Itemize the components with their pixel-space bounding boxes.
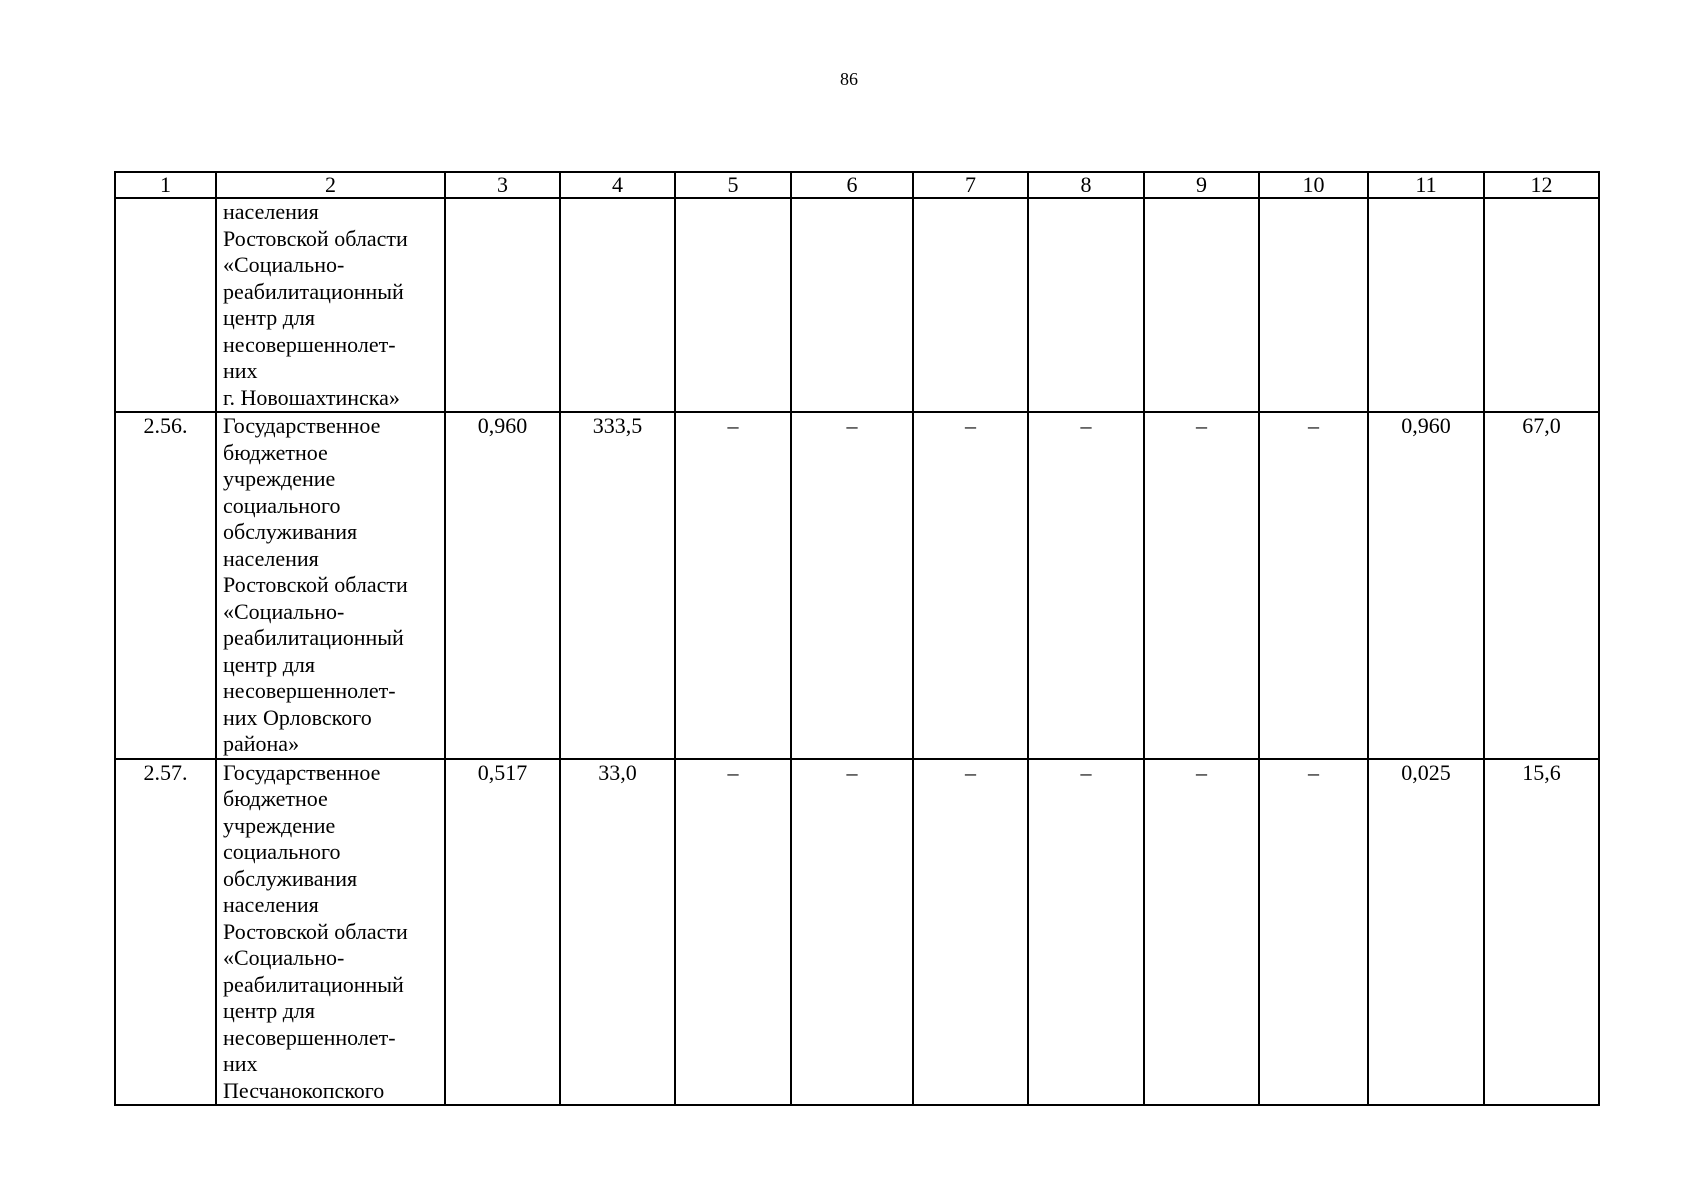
column-header: 4	[560, 172, 675, 198]
table-header-row	[115, 172, 1599, 198]
value-cell: –	[1144, 412, 1259, 759]
value-cell	[791, 198, 913, 412]
page-number: 86	[840, 69, 858, 89]
value-cell: –	[1144, 759, 1259, 1106]
name-line: «Социально-	[223, 945, 345, 970]
value-cell	[445, 198, 560, 412]
value-cell: –	[675, 412, 791, 759]
name-line: бюджетное	[223, 786, 328, 811]
institution-name-cell	[216, 759, 445, 1106]
name-line: них Орловского	[223, 704, 372, 730]
value-cell	[675, 198, 791, 412]
table-row	[115, 759, 1599, 1106]
name-line: реабилитационный	[223, 278, 404, 304]
column-header: 9	[1144, 172, 1259, 198]
value-cell: 0,960	[1368, 412, 1484, 759]
name-line: несовершеннолет-	[223, 331, 396, 357]
name-line: г. Новошахтинска»	[223, 384, 400, 410]
name-line: населения	[223, 545, 319, 571]
name-line: района»	[223, 731, 300, 756]
column-header: 5	[675, 172, 791, 198]
name-line: населения	[223, 199, 319, 224]
name-line: учреждение	[223, 466, 336, 491]
name-line: Ростовской области	[223, 225, 408, 251]
column-header: 12	[1484, 172, 1599, 198]
value-cell: 67,0	[1484, 412, 1599, 759]
name-line: центр для	[223, 305, 315, 330]
value-cell: 15,6	[1484, 759, 1599, 1106]
table-row	[115, 412, 1599, 759]
institution-name-cell	[216, 412, 445, 759]
value-cell: –	[1259, 759, 1368, 1106]
value-cell	[1028, 198, 1144, 412]
name-line: Ростовской области	[223, 918, 408, 944]
name-line: обслуживания	[223, 865, 358, 891]
name-line: реабилитационный	[223, 625, 404, 650]
value-cell	[560, 198, 675, 412]
name-line: Государственное	[223, 759, 381, 785]
value-cell: 33,0	[560, 759, 675, 1106]
name-line: центр для	[223, 651, 315, 677]
value-cell: 0,960	[445, 412, 560, 759]
name-line: населения	[223, 892, 319, 917]
name-line: социального	[223, 492, 341, 518]
column-header: 3	[445, 172, 560, 198]
value-cell: –	[791, 412, 913, 759]
row-number-cell: 2.57.	[115, 759, 216, 1106]
name-line: них	[223, 358, 258, 383]
row-number-cell	[115, 198, 216, 412]
column-header: 11	[1368, 172, 1484, 198]
value-cell: –	[913, 759, 1028, 1106]
value-cell: 333,5	[560, 412, 675, 759]
table-row	[115, 198, 1599, 412]
row-number-cell: 2.56.	[115, 412, 216, 759]
column-header: 8	[1028, 172, 1144, 198]
name-line: «Социально-	[223, 598, 345, 624]
value-cell	[1144, 198, 1259, 412]
name-line: социального	[223, 839, 341, 864]
value-cell: –	[675, 759, 791, 1106]
institution-name-cell	[216, 198, 445, 412]
name-line: обслуживания	[223, 519, 358, 544]
column-header: 1	[115, 172, 216, 198]
name-line: несовершеннолет-	[223, 1024, 396, 1050]
column-header: 6	[791, 172, 913, 198]
value-cell: –	[1259, 412, 1368, 759]
name-line: Ростовской области	[223, 572, 408, 597]
name-line: несовершеннолет-	[223, 678, 396, 703]
column-header: 10	[1259, 172, 1368, 198]
name-line: бюджетное	[223, 439, 328, 465]
name-line: «Социально-	[223, 252, 345, 277]
value-cell: –	[1028, 412, 1144, 759]
name-line: Государственное	[223, 413, 381, 438]
value-cell	[913, 198, 1028, 412]
value-cell: 0,517	[445, 759, 560, 1106]
value-cell	[1484, 198, 1599, 412]
name-line: учреждение	[223, 812, 336, 838]
name-line: центр для	[223, 998, 315, 1023]
name-line: Песчанокопского	[223, 1077, 385, 1103]
value-cell: 0,025	[1368, 759, 1484, 1106]
column-header: 7	[913, 172, 1028, 198]
data-table	[114, 171, 1600, 1106]
value-cell: –	[913, 412, 1028, 759]
name-line: них	[223, 1051, 258, 1076]
value-cell	[1368, 198, 1484, 412]
name-line: реабилитационный	[223, 971, 404, 997]
value-cell: –	[791, 759, 913, 1106]
column-header: 2	[216, 172, 445, 198]
value-cell: –	[1028, 759, 1144, 1106]
value-cell	[1259, 198, 1368, 412]
